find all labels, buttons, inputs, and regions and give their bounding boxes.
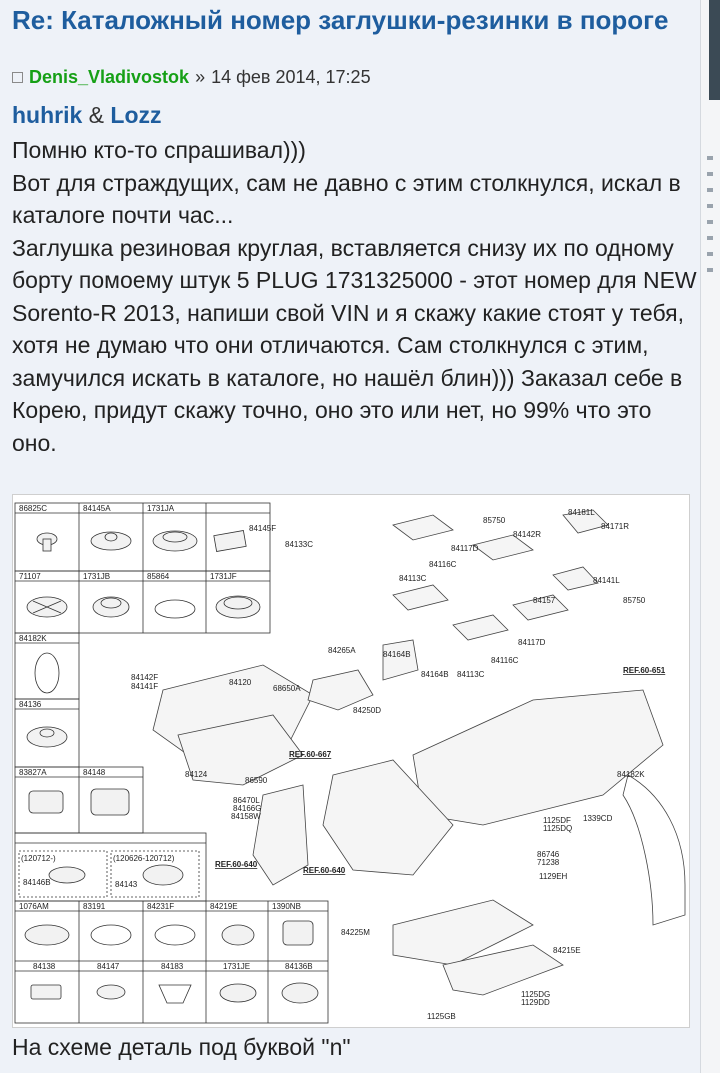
grid-label-m-right-part: 84143 — [115, 880, 138, 889]
part-label: 84250D — [353, 706, 382, 715]
part-label: 84164B — [383, 650, 411, 659]
grid-label-o: 83191 — [83, 902, 106, 911]
post-paragraph: Заглушка резиновая круглая, вставляется снизу их по одному борту помоему штук 5 PLUG 1731325000 - этот номер для NEW Sorento-R 2013, напиши свой VIN и я скажу какие стоят у тебя, хотя не думаю что они отличаются. Сам столкнулся с этим, замучился искать в каталоге, но нашёл блин))) Заказал себе в Корею, придут скажу точно, оно это или нет, но 99% что это оно. — [12, 234, 697, 456]
part-label: 84158W — [231, 812, 261, 821]
side-image-strip — [709, 0, 720, 100]
part-label: 1125DQ — [543, 824, 573, 833]
parts-diagram-image[interactable] — [12, 494, 690, 1028]
parts-diagram — [13, 495, 689, 1027]
author-link[interactable]: Denis_Vladivostok — [29, 67, 190, 87]
grid-label-bottom-3: 84183 — [161, 962, 184, 971]
grid-label-bottom-5: 84136B — [285, 962, 313, 971]
part-label: 84113C — [457, 670, 485, 679]
grid-label-a: 86825C — [19, 504, 48, 513]
part-label: 1129EH — [539, 872, 568, 881]
side-text-fragment — [707, 220, 713, 224]
part-label: 86746 — [537, 850, 560, 859]
part-label: 84120 — [229, 678, 252, 687]
grid-label-d1: 84145F — [249, 524, 277, 533]
part-label: 84113C — [399, 574, 427, 583]
post-paragraph: Вот для страждущих, сам не давно с этим столкнулся, искал в каталоге почти час... — [12, 169, 681, 228]
post-title: Re: Каталожный номер заглушки-резинки в пороге — [12, 5, 669, 35]
part-label: 86590 — [245, 776, 268, 785]
grid-label-q: 84219E — [210, 902, 238, 911]
part-label: 1125GB — [427, 1012, 456, 1021]
part-label: 84142R — [513, 530, 542, 539]
mention-joiner: & — [88, 102, 105, 128]
part-label: 1125DG — [521, 990, 551, 999]
part-label: 84117D — [451, 544, 479, 553]
part-label: 85750 — [623, 596, 646, 605]
part-label: 68650A — [273, 684, 301, 693]
side-text-fragment — [707, 188, 713, 192]
grid-label-bottom-1: 84138 — [33, 962, 56, 971]
side-text-fragment — [707, 252, 713, 256]
grid-label-i: 84182K — [19, 634, 47, 643]
part-label: 84215E — [553, 946, 581, 955]
part-label: 84116C — [491, 656, 519, 665]
post-link-icon[interactable] — [12, 72, 23, 83]
part-label: 84142F — [131, 673, 159, 682]
part-label: 84117D — [518, 638, 546, 647]
side-text-fragment — [707, 204, 713, 208]
part-label: 84265A — [328, 646, 356, 655]
post-meta — [12, 67, 371, 88]
grid-label-m-left-part: 84146B — [23, 878, 51, 887]
part-label: 84171R — [601, 522, 630, 531]
mention-user-1[interactable]: huhrik — [12, 102, 83, 128]
post-paragraph: Помню кто-то спрашивал))) — [12, 137, 306, 163]
part-label: 84182K — [617, 770, 645, 779]
side-text-fragment — [707, 236, 713, 240]
part-label: 1129DD — [521, 998, 550, 1007]
part-label: 84141L — [593, 576, 620, 585]
part-label: 71238 — [537, 858, 560, 867]
grid-label-bottom-4: 1731JE — [223, 962, 251, 971]
ref-label: REF.60-640 — [303, 866, 346, 875]
grid-label-n: 1076AM — [19, 902, 49, 911]
grid-label-f: 1731JB — [83, 572, 111, 581]
grid-label-e: 71107 — [19, 572, 41, 581]
ref-label: REF.60-651 — [623, 666, 666, 675]
part-label: 84141F — [131, 682, 159, 691]
side-text-fragment — [707, 172, 713, 176]
grid-label-m-left: (120712-) — [21, 854, 56, 863]
part-label: 86470L — [233, 796, 260, 805]
grid-label-k: 83827A — [19, 768, 47, 777]
grid-label-p: 84231F — [147, 902, 175, 911]
part-label: 85750 — [483, 516, 506, 525]
part-label: 84181L — [568, 508, 595, 517]
part-label: 84166G — [233, 804, 262, 813]
grid-label-h: 1731JF — [210, 572, 237, 581]
grid-label-bottom-2: 84147 — [97, 962, 120, 971]
mentions — [12, 102, 162, 129]
meta-separator: » — [195, 67, 206, 87]
part-label: 84164B — [421, 670, 449, 679]
ref-label: REF.60-640 — [215, 860, 258, 869]
grid-label-g: 85864 — [147, 572, 170, 581]
grid-label-b: 84145A — [83, 504, 111, 513]
grid-label-j: 84136 — [19, 700, 42, 709]
ref-label: REF.60-667 — [289, 750, 332, 759]
grid-label-l: 84148 — [83, 768, 106, 777]
sidebar-edge — [700, 0, 720, 1073]
part-label: 84157 — [533, 596, 556, 605]
grid-label-c: 1731JA — [147, 504, 175, 513]
part-label: 84225M — [341, 928, 370, 937]
post-date: 14 фев 2014, 17:25 — [211, 67, 371, 87]
side-text-fragment — [707, 268, 713, 272]
part-label: 1339CD — [583, 814, 613, 823]
grid-label-r: 1390NB — [272, 902, 301, 911]
grid-label-m-right: (120626-120712) — [113, 854, 175, 863]
image-caption: На схеме деталь под буквой "n" — [12, 1034, 351, 1060]
mention-user-2[interactable]: Lozz — [110, 102, 162, 128]
post-body — [12, 134, 697, 459]
grid-label-d2: 84133C — [285, 540, 314, 549]
side-text-fragment — [707, 156, 713, 160]
part-label: 84124 — [185, 770, 208, 779]
part-label: 1125DF — [543, 816, 571, 825]
part-label: 84116C — [429, 560, 457, 569]
